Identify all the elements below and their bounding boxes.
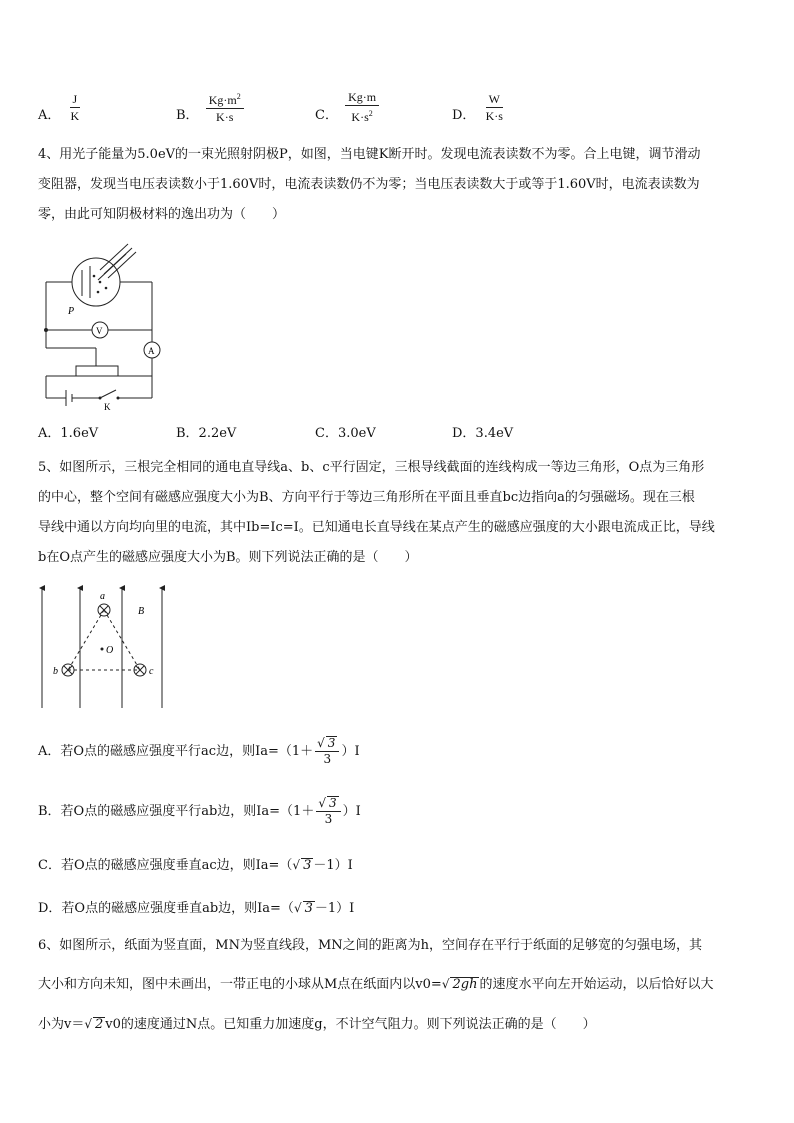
fraction-a [68, 92, 83, 123]
label-b: b [53, 666, 58, 677]
fraction-sqrt3-over-3: $\frac{√ 3}{3}$ [315, 736, 339, 767]
label-field-b: B [138, 606, 145, 617]
fraction-c [345, 90, 379, 124]
q3-option-c [315, 90, 382, 124]
fraction-d [483, 92, 506, 123]
option-label: C． [315, 107, 338, 123]
q4-option-a: A．1.6eV [38, 426, 99, 441]
fraction-numerator: Kg·m [345, 90, 379, 106]
fraction-numerator: $Kg\cdot m^2$ [206, 90, 244, 109]
fraction-denominator: K·s [216, 110, 234, 124]
q5-option-a: A．若O点的磁感应强度平行ac边，则Ia=（1＋ $\frac{√ 3}{3}$ ）I [38, 736, 360, 766]
q5-text-line-1: 5、如图所示，三根完全相同的通电直导线a、b、c平行固定，三根导线截面的连线构成一等边三角形，O点为三角形 [38, 460, 705, 475]
q6-text-line-3: 小为v＝√ 2 v0的速度通过N点。已知重力加速度g，不计空气阻力。则下列说法正确的是（ ） [38, 1017, 596, 1032]
q3-option-b [176, 90, 247, 124]
q4-option-c: C．3.0eV [315, 426, 376, 441]
q5-text-line-4: b在O点产生的磁感应强度大小为B。则下列说法正确的是（ ） [38, 550, 418, 565]
label-a: a [100, 591, 105, 602]
label-key: K [104, 402, 111, 410]
fraction-b [206, 90, 244, 124]
label-ammeter: A [148, 346, 155, 356]
q5-option-b: B．若O点的磁感应强度平行ab边，则Ia=（1＋ $\frac{√ 3}{3}$ ）I [38, 796, 361, 826]
fraction-denominator: K [70, 109, 80, 123]
label-p: P [68, 306, 75, 317]
q4-text-line-3: 零，由此可知阴极材料的逸出功为（ ） [38, 207, 286, 222]
photoelectric-circuit-diagram [38, 240, 168, 410]
q4-text-line-1: 4、用光子能量为5.0eV的一束光照射阴极P，如图，当电键K断开时。发现电流表读数不为零。合上电键，调节滑动 [38, 147, 701, 162]
q5-option-d: D．若O点的磁感应强度垂直ab边，则Ia=（√ 3 －1）I [38, 901, 355, 916]
fraction-numerator: W [486, 92, 503, 108]
fraction-sqrt3-over-3: $\frac{√ 3}{3}$ [316, 796, 340, 827]
q4-option-b: B．2.2eV [176, 426, 237, 441]
label-o: O [106, 645, 114, 656]
fraction-denominator: K·s [485, 109, 503, 123]
option-label: D． [452, 108, 476, 123]
q6-text-line-2: 大小和方向未知，图中未画出，一带正电的小球从M点在纸面内以v0=√ 2gh 的速度水平向左开始运动，以后恰好以大 [38, 977, 714, 992]
option-label: A． [38, 108, 61, 123]
q5-option-c: C．若O点的磁感应强度垂直ac边，则Ia=（√ 3 －1）I [38, 858, 353, 873]
fraction-denominator: $K\cdot s^2$ [351, 109, 373, 124]
fraction-numerator: J [70, 92, 81, 108]
q3-option-a [38, 92, 85, 123]
option-label: B． [176, 107, 199, 123]
q4-text-line-2: 变阻器，发现当电压表读数小于1.60V时，电流表读数仍不为零；当电压表读数大于或等于1.60V时，电流表读数为 [38, 177, 700, 192]
wires-magnetic-field-diagram [36, 584, 168, 712]
q3-option-d [452, 92, 509, 123]
label-voltmeter: V [96, 326, 103, 336]
q5-text-line-3: 导线中通以方向均向里的电流，其中Ib=Ic=I。已知通电长直导线在某点产生的磁感应强度的大小跟电流成正比，导线 [38, 520, 715, 535]
label-c: c [149, 666, 154, 677]
q6-text-line-1: 6、如图所示，纸面为竖直面，MN为竖直线段，MN之间的距离为h，空间存在平行于纸面的足够宽的匀强电场，其 [38, 938, 703, 953]
q5-text-line-2: 的中心，整个空间有磁感应强度大小为B、方向平行于等边三角形所在平面且垂直bc边指向a的匀强磁场。现在三根 [38, 490, 695, 505]
q4-option-d: D．3.4eV [452, 426, 514, 441]
